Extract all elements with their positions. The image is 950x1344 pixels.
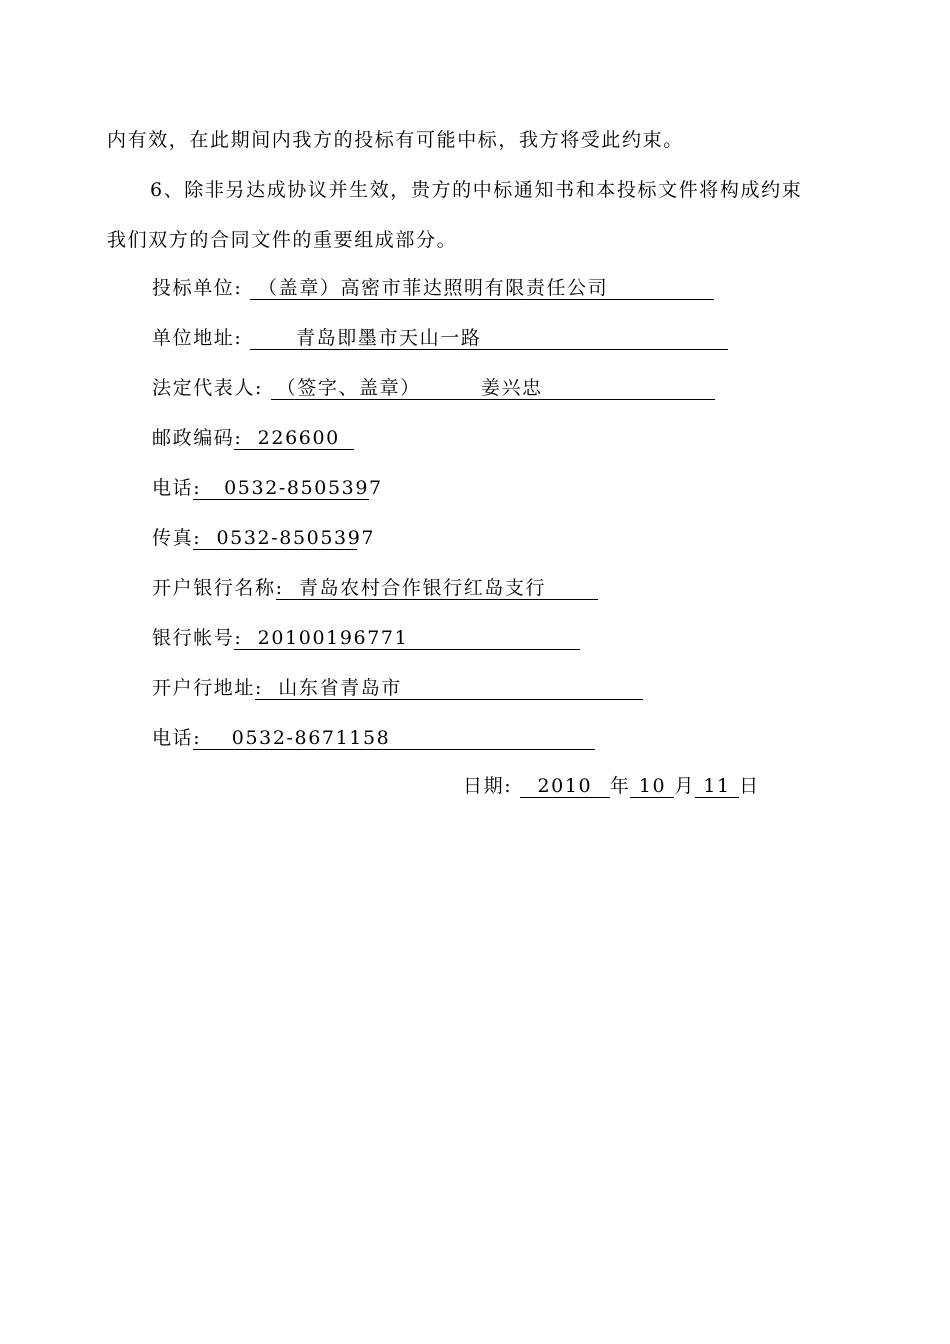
legal-rep-prefix: （签字、盖章） — [276, 377, 421, 399]
bank-phone-label: 电话 — [152, 727, 194, 749]
bank-phone-value: : 0532-8671158 — [193, 727, 595, 750]
fax-value: : 0532-8505397 — [193, 527, 376, 549]
postcode-label: 邮政编码 — [152, 427, 235, 449]
bidder-row — [152, 276, 714, 300]
date-day: 11 — [695, 775, 739, 798]
postcode-row — [152, 426, 354, 450]
paragraph-1-tail: 内有效，在此期间内我方的投标有可能中标，我方将受此约束。 — [107, 129, 684, 151]
date-month: 10 — [630, 775, 674, 798]
bidder-label: 投标单位: — [152, 277, 243, 299]
paragraph-2-line-1: 6、除非另达成协议并生效，贵方的中标通知书和本投标文件将构成约束 — [150, 179, 803, 201]
bank-name-label: 开户银行名称 — [152, 577, 276, 599]
bank-address-row — [152, 676, 643, 700]
bank-account-row — [152, 626, 580, 650]
bidder-value: （盖章）高密市菲达照明有限责任公司 — [250, 277, 714, 300]
bank-address-label: 开户行地址 — [152, 677, 256, 699]
date-month-unit: 月 — [674, 775, 696, 797]
bank-name-row — [152, 576, 598, 600]
date-year-unit: 年 — [609, 775, 631, 797]
date-year: 2010 — [520, 775, 610, 798]
phone-value: : 0532-8505397 — [193, 477, 383, 499]
legal-rep-label: 法定代表人: — [152, 377, 264, 399]
legal-rep-underline — [271, 377, 715, 400]
bank-account-value: : 20100196771 — [234, 627, 580, 650]
address-row — [152, 326, 728, 350]
bank-name-value: : 青岛农村合作银行红岛支行 — [276, 577, 598, 600]
fax-label: 传真 — [152, 527, 194, 549]
postcode-value: : 226600 — [234, 427, 354, 450]
bank-account-label: 银行帐号 — [152, 627, 235, 649]
fax-row — [152, 526, 376, 550]
bank-phone-row — [152, 726, 595, 750]
phone-label: 电话 — [152, 477, 194, 499]
phone-row — [152, 476, 383, 500]
paragraph-2-line-2: 我们双方的合同文件的重要组成部分。 — [107, 229, 458, 251]
date-row — [463, 774, 760, 798]
legal-rep-value: 姜兴忠 — [480, 377, 543, 399]
address-label: 单位地址: — [152, 327, 243, 349]
legal-rep-row — [152, 376, 715, 400]
bank-address-value: : 山东省青岛市 — [255, 677, 643, 700]
address-value: 青岛即墨市天山一路 — [250, 327, 728, 350]
date-day-unit: 日 — [739, 775, 760, 797]
date-label: 日期: — [463, 775, 513, 797]
